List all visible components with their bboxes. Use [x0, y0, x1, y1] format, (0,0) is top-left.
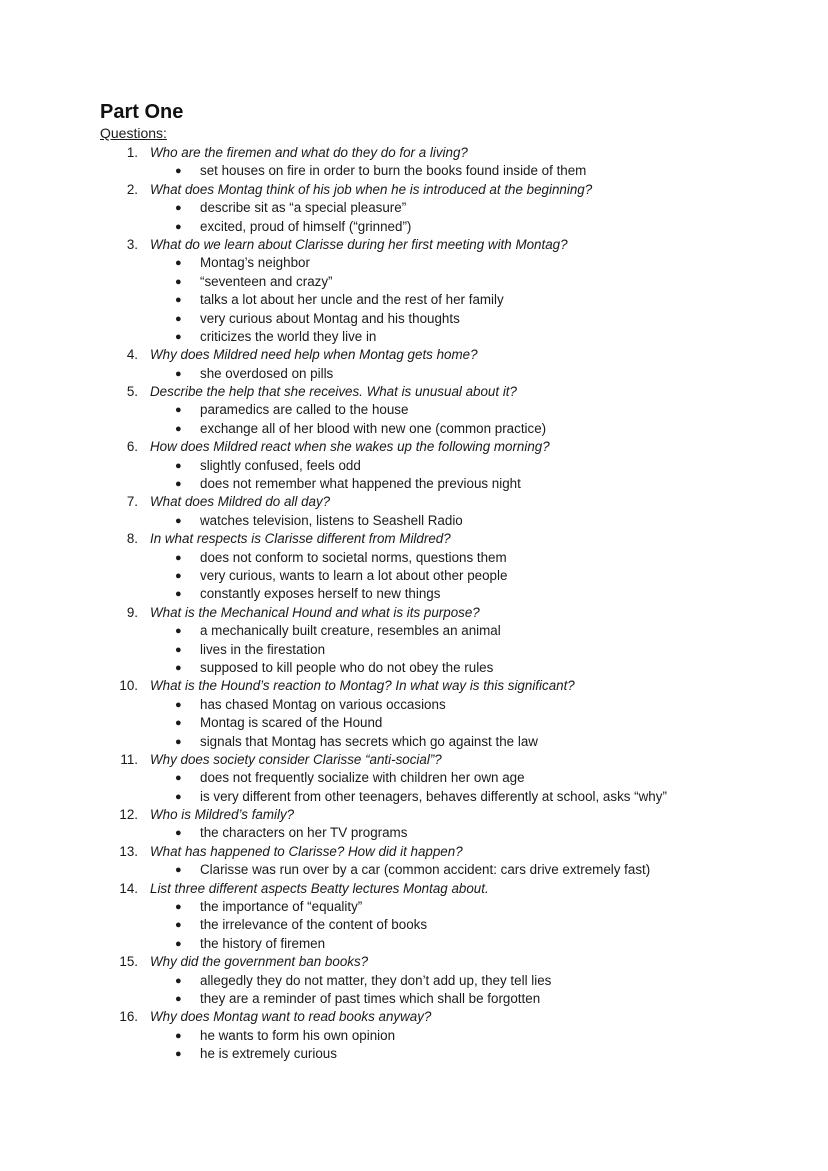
answer-text: very curious about Montag and his thoughts	[200, 310, 460, 326]
answer-text: the irrelevance of the content of books	[200, 917, 428, 933]
answer-list	[0, 861, 828, 879]
question-item	[0, 346, 828, 383]
answer-list	[0, 199, 828, 236]
question-text: Why does Mildred need help when Montag gets home?	[150, 347, 478, 363]
answer-item	[0, 622, 828, 640]
bullet-icon: ●	[175, 1029, 182, 1042]
question-line	[0, 236, 828, 254]
answer-list	[0, 696, 828, 751]
question-number: 13.	[119, 843, 138, 859]
question-item	[0, 493, 828, 530]
answer-text: watches television, listens to Seashell Radio	[200, 512, 463, 528]
question-line	[0, 953, 828, 971]
question-item	[0, 806, 828, 843]
answer-text: the history of firemen	[200, 935, 326, 951]
bullet-icon: ●	[175, 422, 182, 435]
answer-item	[0, 769, 828, 787]
question-item	[0, 953, 828, 1008]
question-number: 6.	[126, 439, 138, 455]
question-number: 14.	[119, 880, 138, 896]
answer-item	[0, 328, 828, 346]
bullet-icon: ●	[175, 330, 182, 343]
bullet-icon: ●	[175, 294, 182, 307]
question-text: What is the Hound’s reaction to Montag? In what way is this significant?	[150, 678, 575, 694]
question-item	[0, 530, 828, 604]
answer-text: Clarisse was run over by a car (common accident: cars drive extremely fast)	[200, 862, 651, 878]
answer-item	[0, 420, 828, 438]
question-line	[0, 438, 828, 456]
bullet-icon: ●	[175, 827, 182, 840]
bullet-icon: ●	[175, 459, 182, 472]
answer-item	[0, 972, 828, 990]
answer-item	[0, 457, 828, 475]
bullet-icon: ●	[175, 864, 182, 877]
question-item	[0, 880, 828, 954]
question-item	[0, 181, 828, 236]
question-line	[0, 346, 828, 364]
question-text: What does Mildred do all day?	[150, 494, 331, 510]
answer-text: he wants to form his own opinion	[200, 1027, 396, 1043]
question-line	[0, 751, 828, 769]
answer-item	[0, 310, 828, 328]
answer-text: Montag is scared of the Hound	[200, 715, 383, 731]
answer-item	[0, 641, 828, 659]
answer-text: slightly confused, feels odd	[200, 457, 361, 473]
question-number: 10.	[119, 678, 138, 694]
question-text: Why did the government ban books?	[150, 954, 369, 970]
question-item	[0, 1008, 828, 1063]
question-line	[0, 493, 828, 511]
bullet-icon: ●	[175, 625, 182, 638]
bullet-icon: ●	[175, 312, 182, 325]
answer-text: set houses on fire in order to burn the books found inside of them	[200, 163, 587, 179]
question-line	[0, 880, 828, 898]
question-item	[0, 604, 828, 678]
answer-item	[0, 935, 828, 953]
bullet-icon: ●	[175, 551, 182, 564]
question-line	[0, 677, 828, 695]
answer-item	[0, 273, 828, 291]
bullet-icon: ●	[175, 478, 182, 491]
bullet-icon: ●	[175, 919, 182, 932]
bullet-icon: ●	[175, 790, 182, 803]
bullet-icon: ●	[175, 717, 182, 730]
bullet-icon: ●	[175, 367, 182, 380]
answer-item	[0, 733, 828, 751]
answer-list	[0, 162, 828, 180]
bullet-icon: ●	[175, 974, 182, 987]
bullet-icon: ●	[175, 514, 182, 527]
answer-item	[0, 218, 828, 236]
answer-item	[0, 567, 828, 585]
answer-list	[0, 512, 828, 530]
bullet-icon: ●	[175, 275, 182, 288]
answer-list	[0, 254, 828, 346]
bullet-icon: ●	[175, 661, 182, 674]
answer-item	[0, 1027, 828, 1045]
question-item	[0, 236, 828, 346]
question-text: What is the Mechanical Hound and what is its purpose?	[150, 604, 480, 620]
bullet-icon: ●	[175, 992, 182, 1005]
answer-text: paramedics are called to the house	[200, 402, 409, 418]
answer-list	[0, 622, 828, 677]
bullet-icon: ●	[175, 165, 182, 178]
answer-text: allegedly they do not matter, they don’t add up, they tell lies	[200, 972, 552, 988]
answer-text: has chased Montag on various occasions	[200, 696, 446, 712]
answer-list	[0, 1027, 828, 1064]
answer-text: they are a reminder of past times which shall be forgotten	[200, 990, 541, 1006]
question-text: Describe the help that she receives. What is unusual about it?	[150, 384, 517, 400]
question-number: 16.	[119, 1009, 138, 1025]
question-list	[0, 144, 828, 1064]
answer-item	[0, 861, 828, 879]
answer-text: the importance of “equality”	[200, 899, 363, 915]
answer-text: constantly exposes herself to new things	[200, 586, 441, 602]
question-text: List three different aspects Beatty lectures Montag about.	[150, 880, 489, 896]
question-number: 11.	[120, 751, 138, 767]
bullet-icon: ●	[175, 202, 182, 215]
bullet-icon: ●	[175, 569, 182, 582]
question-line	[0, 144, 828, 162]
question-text: How does Mildred react when she wakes up the following morning?	[150, 439, 550, 455]
question-item	[0, 144, 828, 181]
bullet-icon: ●	[175, 220, 182, 233]
answer-list	[0, 365, 828, 383]
bullet-icon: ●	[175, 901, 182, 914]
answer-item	[0, 365, 828, 383]
answer-text: does not remember what happened the previous night	[200, 476, 521, 492]
question-line	[0, 530, 828, 548]
answer-item	[0, 291, 828, 309]
bullet-icon: ●	[175, 937, 182, 950]
answer-item	[0, 824, 828, 842]
question-number: 5.	[126, 384, 138, 400]
answer-text: she overdosed on pills	[200, 365, 334, 381]
question-text: In what respects is Clarisse different from Mildred?	[150, 531, 451, 547]
bullet-icon: ●	[175, 1048, 182, 1061]
bullet-icon: ●	[175, 643, 182, 656]
answer-text: signals that Montag has secrets which go against the law	[200, 733, 538, 749]
question-number: 2.	[126, 181, 138, 197]
answer-text: lives in the firestation	[200, 641, 326, 657]
answer-text: excited, proud of himself (“grinned”)	[200, 218, 412, 234]
answer-item	[0, 254, 828, 272]
answer-item	[0, 199, 828, 217]
bullet-icon: ●	[175, 257, 182, 270]
answer-list	[0, 457, 828, 494]
question-item	[0, 383, 828, 438]
question-number: 8.	[126, 531, 138, 547]
answer-item	[0, 659, 828, 677]
answer-item	[0, 990, 828, 1008]
answer-text: Montag’s neighbor	[200, 255, 310, 271]
question-line	[0, 806, 828, 824]
question-item	[0, 677, 828, 751]
bullet-icon: ●	[175, 772, 182, 785]
question-text: Who is Mildred’s family?	[150, 807, 295, 823]
question-number: 3.	[126, 236, 138, 252]
bullet-icon: ●	[175, 588, 182, 601]
answer-item	[0, 714, 828, 732]
question-number: 1.	[126, 145, 138, 160]
answer-item	[0, 898, 828, 916]
question-text: What does Montag think of his job when he is introduced at the beginning?	[150, 181, 593, 197]
answer-text: supposed to kill people who do not obey the rules	[200, 659, 494, 675]
answer-text: talks a lot about her uncle and the rest of her family	[200, 292, 504, 308]
question-line	[0, 1008, 828, 1026]
answer-item	[0, 1045, 828, 1063]
question-number: 15.	[119, 954, 138, 970]
question-number: 12.	[119, 807, 138, 823]
answer-item	[0, 401, 828, 419]
question-text: What has happened to Clarisse? How did it happen?	[150, 843, 463, 859]
bullet-icon: ●	[175, 735, 182, 748]
answer-item	[0, 475, 828, 493]
answer-text: he is extremely curious	[200, 1046, 337, 1062]
answer-item	[0, 162, 828, 180]
bullet-icon: ●	[175, 698, 182, 711]
answer-list	[0, 401, 828, 438]
question-text: Why does Montag want to read books anyway?	[150, 1009, 432, 1025]
answer-text: very curious, wants to learn a lot about other people	[200, 567, 508, 583]
question-text: Who are the firemen and what do they do for a living?	[150, 145, 468, 160]
question-line	[0, 604, 828, 622]
answer-list	[0, 824, 828, 842]
question-item	[0, 438, 828, 493]
question-number: 4.	[126, 347, 138, 363]
page-title: Part One	[100, 101, 184, 123]
question-line	[0, 843, 828, 861]
question-number: 9.	[126, 604, 138, 620]
answer-text: is very different from other teenagers, behaves differently at school, asks “why”	[200, 788, 667, 804]
answer-text: describe sit as “a special pleasure”	[200, 200, 407, 216]
answer-item	[0, 512, 828, 530]
answer-item	[0, 696, 828, 714]
question-text: Why does society consider Clarisse “anti-social”?	[150, 751, 442, 767]
answer-text: the characters on her TV programs	[200, 825, 408, 841]
questions-subheading: Questions:	[100, 125, 167, 141]
answer-item	[0, 788, 828, 806]
bullet-icon: ●	[175, 404, 182, 417]
answer-list	[0, 769, 828, 806]
answer-text: criticizes the world they live in	[200, 328, 377, 344]
answer-item	[0, 585, 828, 603]
answer-list	[0, 898, 828, 953]
answer-item	[0, 916, 828, 934]
answer-text: does not frequently socialize with children her own age	[200, 770, 525, 786]
answer-text: does not conform to societal norms, questions them	[200, 549, 507, 565]
question-item	[0, 751, 828, 806]
question-text: What do we learn about Clarisse during her first meeting with Montag?	[150, 236, 568, 252]
answer-item	[0, 549, 828, 567]
answer-text: a mechanically built creature, resembles an animal	[200, 623, 501, 639]
question-line	[0, 383, 828, 401]
question-number: 7.	[126, 494, 138, 510]
question-item	[0, 843, 828, 880]
answer-list	[0, 549, 828, 604]
answer-text: exchange all of her blood with new one (common practice)	[200, 420, 547, 436]
answer-list	[0, 972, 828, 1009]
question-line	[0, 181, 828, 199]
answer-text: “seventeen and crazy”	[200, 273, 333, 289]
